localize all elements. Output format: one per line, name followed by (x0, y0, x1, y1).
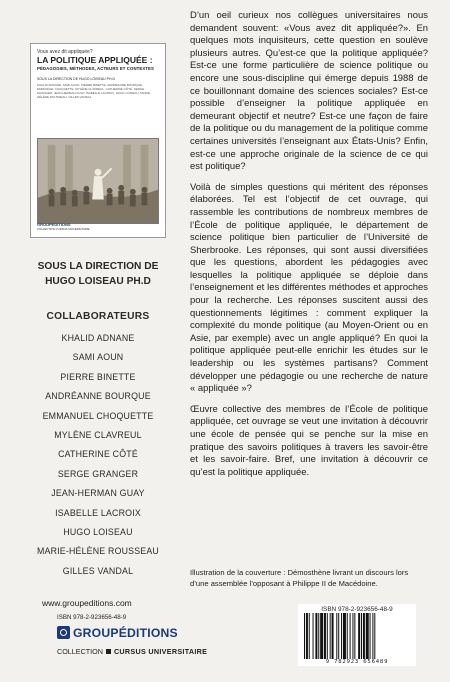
barcode-bar (336, 613, 337, 659)
barcode-digits: 9 782923 656489 (325, 659, 389, 665)
back-cover-text (190, 10, 428, 487)
barcode-bar (330, 613, 331, 659)
barcode-bar (318, 613, 319, 659)
paragraph-conclusion: Œuvre collective des membres de l’École de politique appliquée, cet ouvrage se veut une invitation à découvrir une école de pensée qui se penche sur la mise en pratique des savoirs politiques à travers les savoir-être et les savoir-faire. Bref, une invitation à découvrir ce qu’est la politique appliquée. (190, 403, 428, 478)
barcode-bar (352, 613, 353, 659)
barcode-bar (332, 613, 334, 659)
collaborator-name: MYLÈNE CLAVREUL (54, 429, 142, 440)
cover-direction: SOUS LA DIRECTION DE HUGO LOISEAU PH.D (37, 76, 115, 81)
barcode-bar (350, 613, 351, 659)
collaborator-name: MARIE-HÉLÈNE ROUSSEAU (36, 546, 159, 557)
collaborator-name: SERGE GRANGER (57, 468, 139, 479)
barcode-bar (370, 613, 371, 659)
collection-line (57, 647, 207, 656)
editor-credit-line2: HUGO LOISEAU PH.D (45, 275, 151, 287)
barcode-bar (324, 613, 326, 659)
collaborators-heading: COLLABORATEURS (46, 311, 150, 322)
editor-credit (20, 260, 176, 290)
barcode-bar (327, 613, 328, 659)
barcode-isbn: ISBN 978-2-923656-48-9 (321, 606, 393, 613)
illustration-credit: Illustration de la couverture : Démosthène livrant un discours lors d’une assemblée l’opposant à Philippe II de Macédoine. (190, 568, 409, 588)
collaborator-name: GILLES VANDAL (62, 565, 134, 576)
collaborator-name: KHALID ADNANE (61, 333, 135, 343)
barcode-block (298, 604, 416, 666)
collaborator-name: HUGO LOISEAU (63, 526, 133, 537)
collaborator-name: JEAN-HERMAN GUAY (51, 488, 145, 499)
cover-painting (37, 138, 159, 224)
barcode-bar (343, 613, 346, 659)
cover-collection: COLLECTION CURSUS UNIVERSITAIRE (37, 227, 90, 231)
barcode-bar (309, 613, 310, 659)
isbn-text: ISBN 978-2-923656-48-9 (57, 614, 127, 621)
barcode-bar (366, 613, 369, 659)
barcode-bar (374, 613, 375, 659)
barcode-bar (361, 613, 362, 659)
barcode-bar (354, 613, 355, 659)
publisher-logo-icon (57, 626, 70, 639)
barcode-bar (372, 613, 373, 659)
cover-question: Vous avez dit appliquée? (37, 49, 93, 55)
collaborator-name: EMMANUEL CHOQUETTE (42, 410, 154, 421)
publisher-name: GROUPÉDITIONS (73, 625, 178, 640)
barcode-bar (363, 613, 365, 659)
cover-brand: GROUPÉDITIONS (37, 222, 71, 227)
barcode-bar (347, 613, 348, 659)
collaborator-name: ISABELLE LACROIX (55, 507, 141, 518)
paragraph-intro: D’un oeil curieux nos collègues universitaires nous demandent souvent: «Vous avez dit appliquée?». En quelques mots inquisiteurs, cette question en soulève plusieurs autres. Qu’est-ce que la politique appliquée? Est-ce une forme particulière de science politique ou encore une sous-discipline qui émerge depuis 1988 de ce bouillonnant domaine des sciences sociales? Est-ce possible d’enseigner la politique appliquée en demeurant objectif et neutre? Est-ce une façon de faire de la politique ou du management de la politique comme certaines universités l’enseignant aux États-Unis? Enfin, est-ce une approche originale de la science de ce qui est politique? (190, 10, 428, 173)
square-bullet-icon (106, 649, 111, 654)
barcode-bar (341, 613, 342, 659)
cover-subtitle: PÉDAGOGIES, MÉTHODES, ACTEURS ET CONTEXTES (37, 65, 154, 71)
publisher-logo (57, 625, 178, 640)
collaborator-name: ANDRÉANNE BOURQUE (45, 391, 151, 402)
barcode-bar (304, 613, 305, 659)
publisher-website: www.groupeditions.com (42, 598, 132, 608)
barcode-bar (320, 613, 323, 659)
cover-title: LA POLITIQUE APPLIQUÉE : (37, 55, 153, 65)
editor-credit-line1: SOUS LA DIRECTION DE (37, 261, 159, 272)
paragraph-objective: Voilà de simples questions qui méritent des réponses élaborées. Tel est l’objectif de cet ouvrage, qui rassemble les contributions de nombreux membres de l’École de politique appliquée, le département de science politique bien particulier de l’Université de Sherbrooke. Les réponses, qui sont aussi diversifiées que les questions, abordent les pédagogies avec lesquelles la politique appliquée se déploie dans l’enseignement et les différentes méthodes et approches pour la recherche. Les réponses suscitent aussi des questionnements légitimes : comment expliquer la complexité du monde politique (au Moyen-Orient ou en Asie, par exemple) avec un angle appliqué? En quoi la politique appliquée peut-elle enrichir les études sur le leadership ou les systèmes partisans? Comment développer une pédagogie ou une recherche de nature « appliquée »? (190, 181, 428, 395)
collaborator-name: CATHERINE CÔTÉ (58, 449, 138, 460)
collection-name: CURSUS UNIVERSITAIRE (113, 647, 208, 656)
barcode-bar (338, 613, 339, 659)
barcode-graphic (302, 613, 412, 659)
cover-thumbnail (30, 43, 166, 238)
collection-prefix: COLLECTION (57, 647, 103, 656)
barcode-bar (306, 613, 308, 659)
collaborators-list (20, 329, 176, 581)
barcode-bar (315, 613, 317, 659)
barcode-bar (313, 613, 314, 659)
barcode-bar (358, 613, 360, 659)
cover-collaborators: KHALID ADNANE, SAMI AOUN, PIERRE BINETTE, ANDRÉANNE BOURQUE, EMMANUEL CHOQUETTE, MYLÈNE CLAVREUL, CATHERINE CÔTÉ, SERGE GRANGER, JEAN-HERMAN GUAY, ISABELLE LACROIX, HUGO LOISEAU, MARIE-HÉLÈNE ROUSSEAU, GILLES VANDAL (37, 82, 151, 100)
collaborator-name: SAMI AOUN (72, 352, 124, 363)
collaborator-name: PIERRE BINETTE (60, 371, 136, 382)
